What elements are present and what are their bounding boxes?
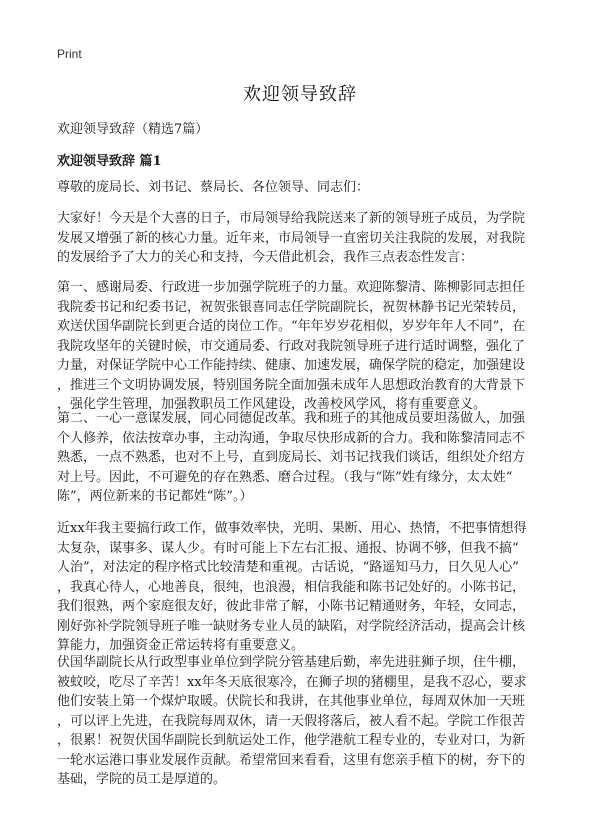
text-line: 他们安装上第一个煤炉取暖。伏院长和我讲，在其他事业单位，每周双休加一天班 — [57, 694, 526, 709]
text-line: ，我真心待人，心地善良，很纯，也浪漫，相信我能和陈书记处好的。小陈书记， — [57, 579, 526, 595]
paragraph-farewell — [57, 653, 547, 790]
text-line: 人治”，对法定的程序格式比较清楚和重视。古话说，“路遥知马力，日久见人心” — [57, 560, 519, 575]
text-line: 被蚊咬，吃尽了辛苦！xx年冬天底很寒冷，在狮子坝的猪棚里，是我不忍心，要求 — [57, 674, 527, 690]
text-line: 一轮水运港口事业发展作贡献。希望常回来看看，这里有您亲手植下的树，夯下的 — [57, 752, 526, 768]
text-line: 个人修养，依法按章办事，主动沟通，争取尽快形成新的合力。我和陈黎清同志不 — [57, 430, 526, 446]
text-line: 伏国华副院长从行政型事业单位到学院分管基建后勤，率先进驻狮子坝，住牛棚， — [57, 655, 526, 670]
text-line: 的发展给予了大力的关心和支持，今天借此机会，我作三点表态性发言： — [57, 250, 474, 265]
text-line: 第二、一心一意谋发展，同心同德促改革。我和班子的其他成员要坦荡做人，加强 — [57, 411, 526, 426]
paragraph-greeting — [57, 209, 547, 268]
text-line: ，可以评上先进，在我院每周双休，请一天假将落后，被人看不起。学院工作很苦 — [57, 713, 526, 729]
text-line: 太复杂，谋事多、谋人少。有时可能上下左右汇报、通报、协调不够，但我不搞“ — [57, 540, 519, 556]
text-line: 我院攻坚年的关键时候，市交通局委、行政对我院领导班子进行适时调整，强化了 — [57, 338, 526, 354]
text-line: ，很累！祝贺伏国华副院长到航运处工作，他学港航工程专业的，专业对口，为新 — [57, 733, 526, 748]
paragraph-first-point — [57, 278, 547, 415]
text-line: 第一、感谢局委、行政进一步加强学院班子的力量。欢迎陈黎清、陈柳影同志担任 — [57, 280, 526, 295]
section-heading: 欢迎领导致辞 篇1 — [57, 154, 162, 169]
paragraph-salutation — [57, 178, 547, 198]
text-line: 对上号。因此，不可避免的存在熟悉、磨合过程。（我与“陈”姓有缘分，太太姓“ — [57, 469, 513, 485]
paragraph-second-point — [57, 409, 547, 507]
text-line: 陈”，两位新来的书记都姓“陈”。） — [57, 489, 253, 504]
text-line: 我们很熟，两个家庭很友好，彼此非常了解，小陈书记精通财务，年轻，女同志， — [57, 599, 526, 614]
text-line: 刚好弥补学院领导班子唯一缺财务专业人员的缺陷，对学院经济活动，提高会计核 — [57, 618, 526, 634]
page-title: 欢迎领导致辞 — [243, 84, 357, 105]
text-line: 力量，对保证学院中心工作能持续、健康、加速发展，确保学院的稳定，加强建设 — [57, 358, 526, 373]
text-line: 基础，学院的员工是厚道的。 — [57, 772, 227, 787]
paragraph-personal-note — [57, 519, 547, 656]
text-line: 我院委书记和纪委书记，祝贺张银喜同志任学院副院长，祝贺林静书记光荣转员， — [57, 299, 526, 315]
text-line: 发展又增强了新的核心力量。近年来，市局领导一直密切关注我院的发展，对我院 — [57, 230, 526, 246]
text-line: 熟悉，一点不熟悉，也对不上号，直到庞局长、刘书记找我们谈话，组织处介绍方 — [57, 450, 526, 465]
document-subtitle: 欢迎领导致辞（精选7篇） — [57, 122, 209, 137]
text-line: ，强化学生管理，加强教职员工作风建设，改善校风学风，将有重要意义。 — [57, 397, 487, 412]
text-line: 大家好！今天是个大喜的日子，市局领导给我院送来了新的领导班子成员，为学院 — [57, 211, 526, 226]
print-link[interactable]: Print — [57, 47, 82, 61]
text-line: 近xx年我主要搞行政工作，做事效率快，光明、果断、用心、热情，不把事情想得 — [57, 521, 527, 536]
text-line: 欢送伏国华副院长到更合适的岗位工作。“年年岁岁花相似，岁岁年年人不同”，在 — [57, 319, 526, 334]
text-line: ，推进三个文明协调发展，特别国务院全面加强未成年人思想政治教育的大背景下 — [57, 377, 526, 393]
text-line: 尊敬的庞局长、刘书记、蔡局长、各位领导、同志们： — [57, 180, 370, 195]
text-line: 算能力，加强资金正常运转将有重要意义。 — [57, 638, 305, 653]
